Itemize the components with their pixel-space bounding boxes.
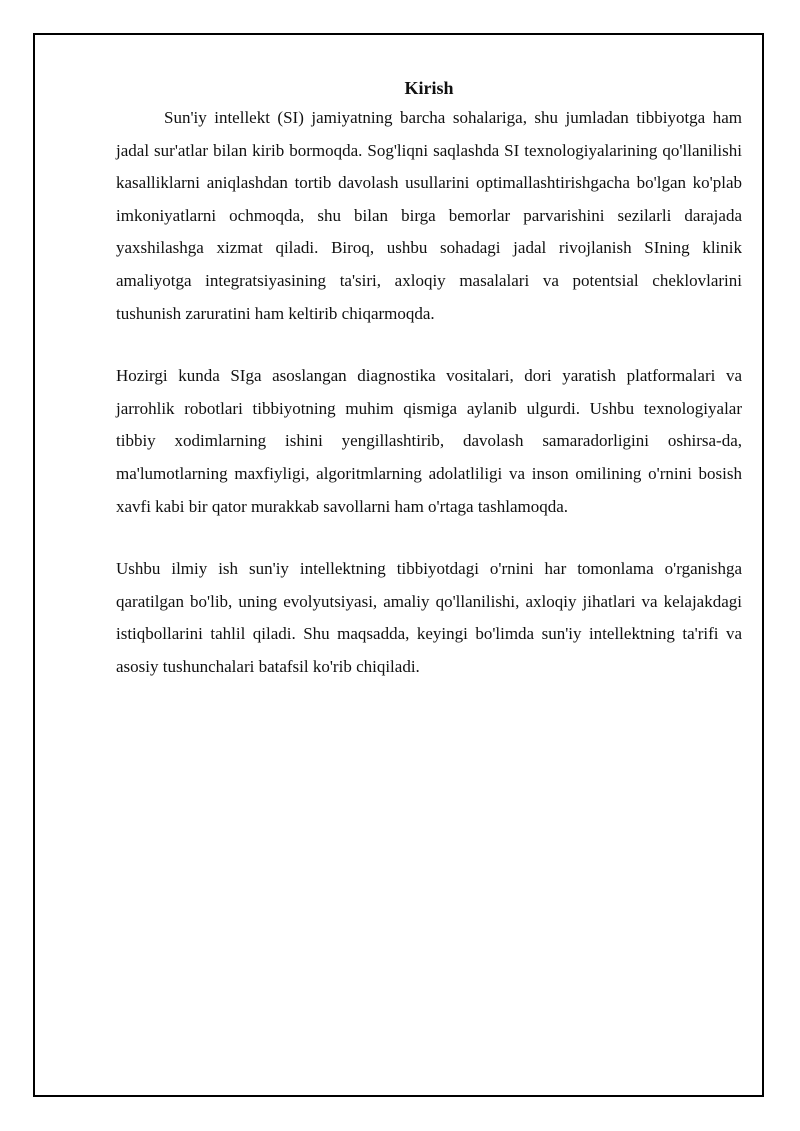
paragraph-2: Hozirgi kunda SIga asoslangan diagnostika vositalari, dori yaratish platformalari va jarrohlik robotlari tibbiyotning muhim qismiga aylanib ulgurdi. Ushbu texnologiyalar tibbiy xodimlarning ishini yengillashtirib, davolash samaradorligini oshirsa-da, ma'lumotlarning maxfiyligi, algoritmlarning adolatliligi va inson omilining o'rnini bosish xavfi kabi bir qator murakkab savollarni ham o'rtaga tashlamoqda.: [116, 366, 742, 516]
paragraph-gap: [116, 330, 742, 360]
paragraph-3: Ushbu ilmiy ish sun'iy intellektning tibbiyotdagi o'rnini har tomonlama o'rganishga qaratilgan bo'lib, uning evolyutsiyasi, amaliy qo'llanilishi, axloqiy jihatlari va kelajakdagi istiqbollarini tahlil qiladi. Shu maqsadda, keyingi bo'limda sun'iy intellektning ta'rifi va asosiy tushunchalari batafsil ko'rib chiqiladi.: [116, 559, 742, 676]
page-title: Kirish: [404, 78, 454, 98]
paragraph-gap: [116, 523, 742, 553]
document-body: [116, 74, 742, 684]
paragraph-1: Sun'iy intellekt (SI) jamiyatning barcha sohalariga, shu jumladan tibbiyotga ham jadal sur'atlar bilan kirib bormoqda. Sog'liqni saqlashda SI texnologiyalarining qo'llanilishi kasalliklarni aniqlashdan tortib davolash usullarini optimallashtirishgacha bo'lgan ko'plab imkoniyatlarni ochmoqda, shu bilan birga bemorlar parvarishini sezilarli darajada yaxshilashga xizmat qiladi. Biroq, ushbu sohadagi jadal rivojlanish SIning klinik amaliyotga integratsiyasining ta'siri, axloqiy masalalari va potentsial cheklovlarini tushunish zaruratini ham keltirib chiqarmoqda.: [116, 108, 742, 323]
